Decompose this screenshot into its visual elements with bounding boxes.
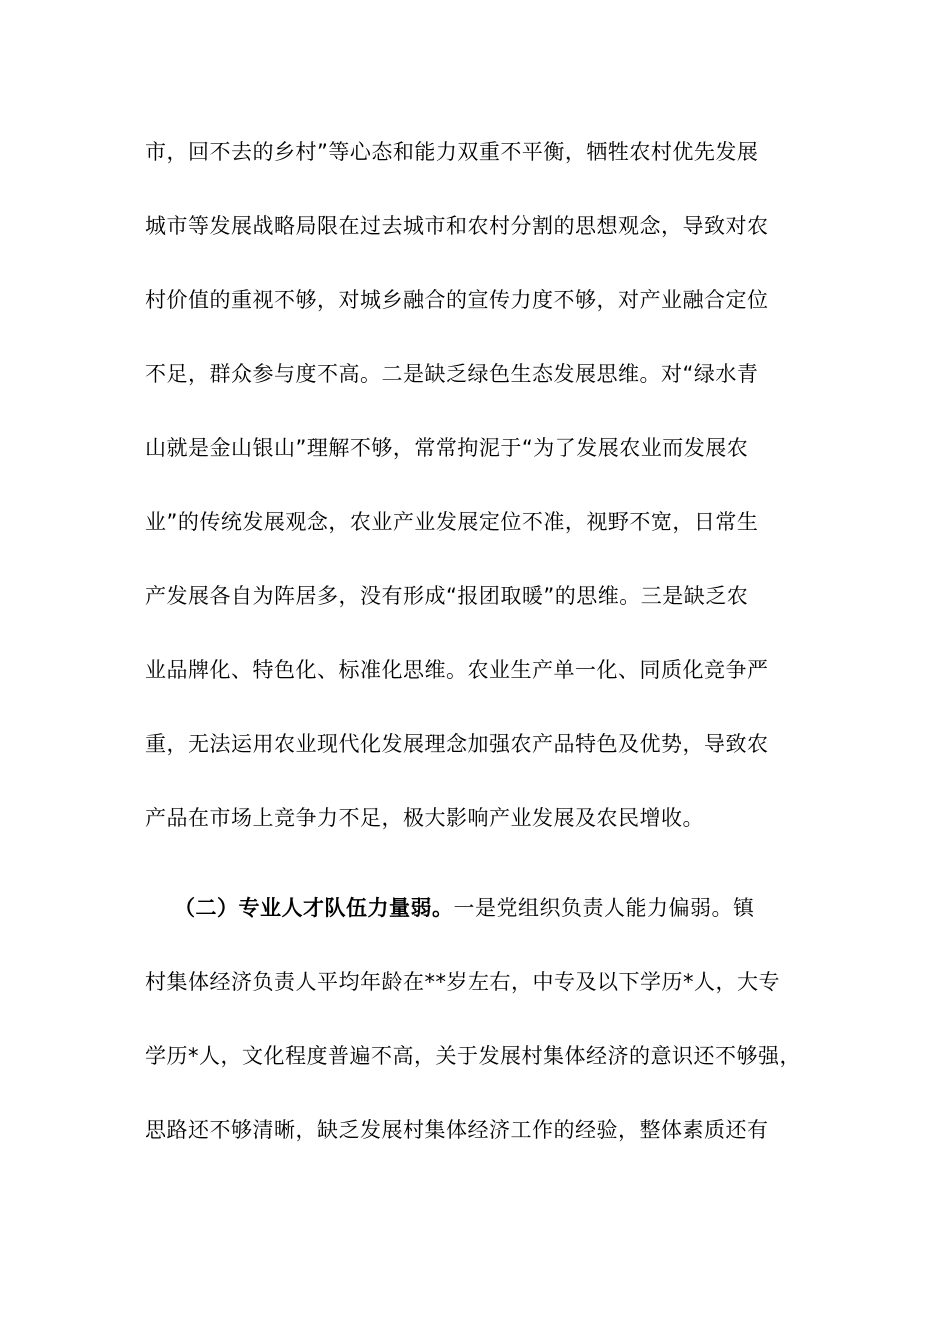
section-heading: （二）专业人才队伍力量弱。 xyxy=(174,896,454,920)
paragraph-line: 村集体经济负责人平均年龄在**岁左右，中专及以下学历*人，大专 xyxy=(145,970,780,994)
paragraph-line: 村价值的重视不够，对城乡融合的宣传力度不够，对产业融合定位 xyxy=(145,288,769,312)
paragraph-line: 重，无法运用农业现代化发展理念加强农产品特色及优势，导致农 xyxy=(145,732,769,756)
paragraph-line: 产品在市场上竞争力不足，极大影响产业发展及农民增收。 xyxy=(145,806,704,830)
paragraph-line: 城市等发展战略局限在过去城市和农村分割的思想观念，导致对农 xyxy=(145,214,769,238)
paragraph-line: 不足，群众参与度不高。二是缺乏绿色生态发展思维。对“绿水青 xyxy=(145,362,759,386)
section-heading-line xyxy=(174,893,854,923)
paragraph-line: 产发展各自为阵居多，没有形成“报团取暖”的思维。三是缺乏农 xyxy=(145,584,749,608)
paragraph-line: 业品牌化、特色化、标准化思维。农业生产单一化、同质化竞争严 xyxy=(145,658,769,682)
paragraph-line: 山就是金山银山”理解不够，常常拘泥于“为了发展农业而发展农 xyxy=(145,436,749,460)
paragraph-line: 思路还不够清晰，缺乏发展村集体经济工作的经验，整体素质还有 xyxy=(145,1118,769,1142)
paragraph-line: 业”的传统发展观念，农业产业发展定位不准，视野不宽，日常生 xyxy=(145,510,759,534)
paragraph-line: 市，回不去的乡村”等心态和能力双重不平衡，牺牲农村优先发展 xyxy=(145,140,759,164)
section-heading-rest: 一是党组织负责人能力偏弱。镇 xyxy=(453,896,755,920)
paragraph-line: 学历*人，文化程度普遍不高，关于发展村集体经济的意识还不够强， xyxy=(145,1044,801,1068)
